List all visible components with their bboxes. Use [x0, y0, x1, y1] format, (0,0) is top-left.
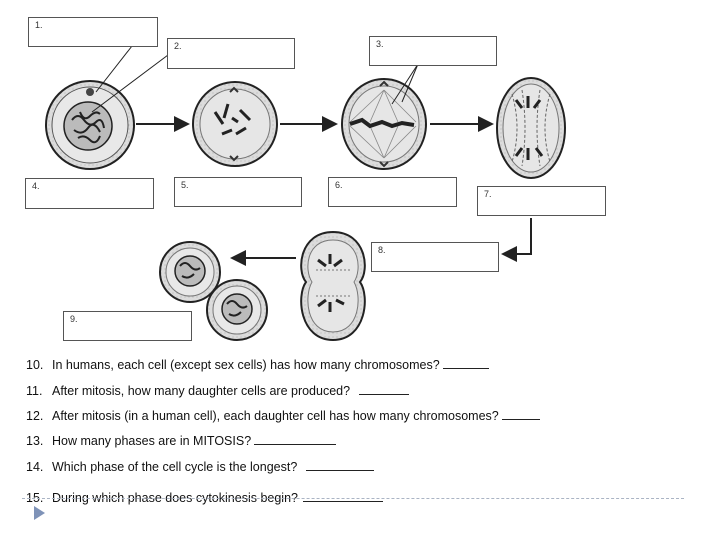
label-box-number: 4.: [32, 181, 40, 191]
answer-blank[interactable]: [306, 458, 374, 471]
question-text: After mitosis (in a human cell), each daughter cell has how many chromosomes?: [52, 409, 499, 423]
label-box-7[interactable]: [477, 186, 606, 216]
label-box-2[interactable]: [167, 38, 295, 69]
question-11: [26, 382, 409, 399]
cell-telophase: [301, 232, 365, 340]
question-text: Which phase of the cell cycle is the longest?: [52, 460, 298, 474]
question-14: [26, 458, 374, 475]
question-number: 14.: [26, 460, 44, 474]
daughter-cell-top: [160, 242, 220, 302]
answer-blank[interactable]: [359, 382, 409, 395]
label-box-6[interactable]: [328, 177, 457, 207]
label-box-number: 1.: [35, 20, 43, 30]
label-box-1[interactable]: [28, 17, 158, 47]
label-box-number: 8.: [378, 245, 386, 255]
label-box-number: 7.: [484, 189, 492, 199]
label-box-5[interactable]: [174, 177, 302, 207]
label-box-8[interactable]: [371, 242, 499, 272]
label-box-number: 6.: [335, 180, 343, 190]
cell-metaphase: [342, 79, 426, 169]
question-10: [26, 356, 489, 373]
label-box-9[interactable]: [63, 311, 192, 341]
cell-anaphase: [497, 78, 565, 178]
question-13: [26, 432, 336, 449]
question-number: 11.: [26, 384, 43, 398]
divider-line: [22, 498, 684, 499]
triangle-bullet-icon: [34, 506, 45, 520]
answer-blank[interactable]: [254, 432, 336, 445]
label-box-number: 5.: [181, 180, 189, 190]
cell-prophase: [193, 82, 277, 166]
label-box-4[interactable]: [25, 178, 154, 209]
question-text: How many phases are in MITOSIS?: [52, 434, 252, 448]
label-box-number: 2.: [174, 41, 182, 51]
daughter-cell-bottom: [207, 280, 267, 340]
question-text: After mitosis, how many daughter cells are produced?: [52, 384, 351, 398]
question-number: 13.: [26, 434, 44, 448]
question-text: During which phase does cytokinesis begin?: [52, 491, 298, 505]
answer-blank[interactable]: [502, 407, 540, 420]
question-12: [26, 407, 540, 424]
answer-blank[interactable]: [443, 356, 489, 369]
question-number: 12.: [26, 409, 44, 423]
cell-interphase: [46, 81, 134, 169]
answer-blank[interactable]: [303, 489, 383, 502]
question-text: In humans, each cell (except sex cells) has how many chromosomes?: [52, 358, 440, 372]
question-number: 15.: [26, 491, 44, 505]
label-box-number: 9.: [70, 314, 78, 324]
question-number: 10.: [26, 358, 44, 372]
arrow-4-5: [503, 218, 531, 254]
label-box-3[interactable]: [369, 36, 497, 66]
label-box-number: 3.: [376, 39, 384, 49]
